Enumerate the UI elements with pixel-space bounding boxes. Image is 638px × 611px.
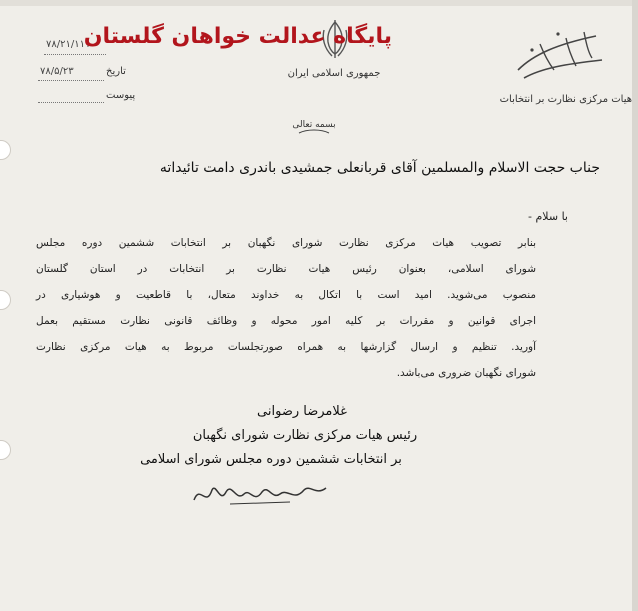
date-label: تاریخ [106, 66, 126, 77]
signatory-name: غلامرضا رضوانی [257, 404, 347, 419]
number-line [44, 54, 106, 55]
watermark-text: پایگاه عدالت خواهان گلستان [83, 24, 392, 49]
body-line-6: شورای نگهبان ضروری می‌باشد. [396, 367, 536, 379]
signatory-title-1: رئیس هیات مرکزی نظارت شورای نگهبان [192, 428, 418, 443]
date-value: ۷۸/۵/۲۳ [40, 66, 74, 77]
greeting: با سلام - [528, 210, 568, 223]
binder-hole-bottom [0, 440, 11, 460]
guardian-council-logo-icon [510, 24, 610, 88]
binder-hole-middle [0, 290, 11, 310]
body-line-5: آورید. تنظیم و ارسال گزارشها به همراه صورتجلسات مربوط به هیات مرکزی نظارت [36, 341, 536, 353]
binder-hole-top [0, 140, 11, 160]
republic-label: جمهوری اسلامی ایران [287, 68, 381, 79]
bism-label: بسمه تعالی [292, 120, 336, 130]
paper-edge-right [632, 0, 638, 611]
attachment-line [38, 102, 104, 103]
date-line [38, 80, 104, 81]
attachment-label: پیوست [106, 90, 136, 101]
bism-calligraphy-icon [292, 105, 336, 139]
body-line-2: شورای اسلامی، بعنوان رئیس هیات نظارت بر انتخابات در استان گلستان [36, 263, 536, 275]
handwritten-signature-icon [190, 478, 330, 510]
number-value: ۷۸/۲۱/۱۱۱ [46, 39, 91, 50]
signatory-title-2: بر انتخابات ششمین دوره مجلس شورای اسلامی [140, 452, 402, 467]
body-line-1: بنابر تصویب هیات مرکزی نظارت شورای نگهبان بر انتخابات ششمین دوره مجلس [36, 237, 536, 249]
paper-edge-top [0, 0, 638, 6]
org-name: هیات مرکزی نظارت بر انتخابات [499, 94, 632, 105]
body-line-4: اجرای قوانین و مقررات بر کلیه امور محوله و وظائف قانونی نظارت مستقیم بعمل [36, 315, 536, 327]
body-line-3: منصوب می‌شوید. امید است با اتکال به خداوند متعال، با قاطعیت و هوشیاری در [36, 289, 536, 301]
addressee-line: جناب حجت الاسلام والمسلمین آقای قربانعلی جمشیدی باندری دامت تائیداته [159, 160, 600, 176]
